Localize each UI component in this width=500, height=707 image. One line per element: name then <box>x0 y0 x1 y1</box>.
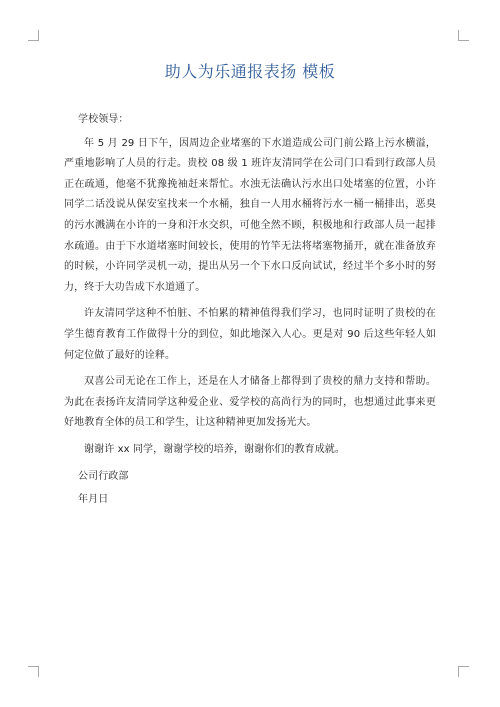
document-title: 助人为乐通报表扬 模板 <box>164 62 336 81</box>
paragraph-praise: 许友清同学这种不怕脏、不怕累的精神值得我们学习，也同时证明了贵校的在学生德育教育工作做得十分的到位，如此地深入人心。更是对 90 后这些年轻人如何定位做了最好的诠释。 <box>64 308 436 361</box>
document-body <box>64 110 436 514</box>
thanks-line: 谢谢许 xx 同学，谢谢学校的培养，谢谢你们的教育成就。 <box>84 443 345 455</box>
corner-mark-bottom-left <box>28 666 39 677</box>
paragraph-support: 双喜公司无论在工作上，还是在人才储备上都得到了贵校的鼎力支持和帮助。为此在表扬许友清同学这种爱企业、爱学校的高尚行为的同时，也想通过此事来更好地教育全体的员工和学生，让这种精神更加发扬光大。 <box>64 376 436 429</box>
signature: 公司行政部 <box>78 470 129 482</box>
salutation: 学校领导： <box>78 114 129 125</box>
corner-mark-top-right <box>458 30 469 41</box>
corner-mark-bottom-right <box>458 666 469 677</box>
corner-mark-top-left <box>28 30 39 41</box>
paragraph-event: 年 5 月 29 日下午，因周边企业堵塞的下水道造成公司门前公路上污水横溢，严重地影响了人员的行走。贵校 08 级 1 班许友清同学在公司门口看到行政部人员正在疏通，他毫不犹豫挽袖赶来帮忙。水浊无法确认污水出口处堵塞的位置，小许同学二话没说从保安室找来一个水桶，独自一人用水桶将污水一桶一桶排出，恶臭的污水溅满在小许的一身和汗水交织，可他全然不顾，积极地和行政部人员一起排水疏通。由于下水道堵塞时间较长，使用的竹竿无法将堵塞物捅开，就在准备放弃的时候，小许同学灵机一动，提出从另一个下水口反向试试，经过半个多小时的努力，终于大功告成下水道通了。 <box>64 137 436 293</box>
date-line: 年月日 <box>78 494 109 506</box>
